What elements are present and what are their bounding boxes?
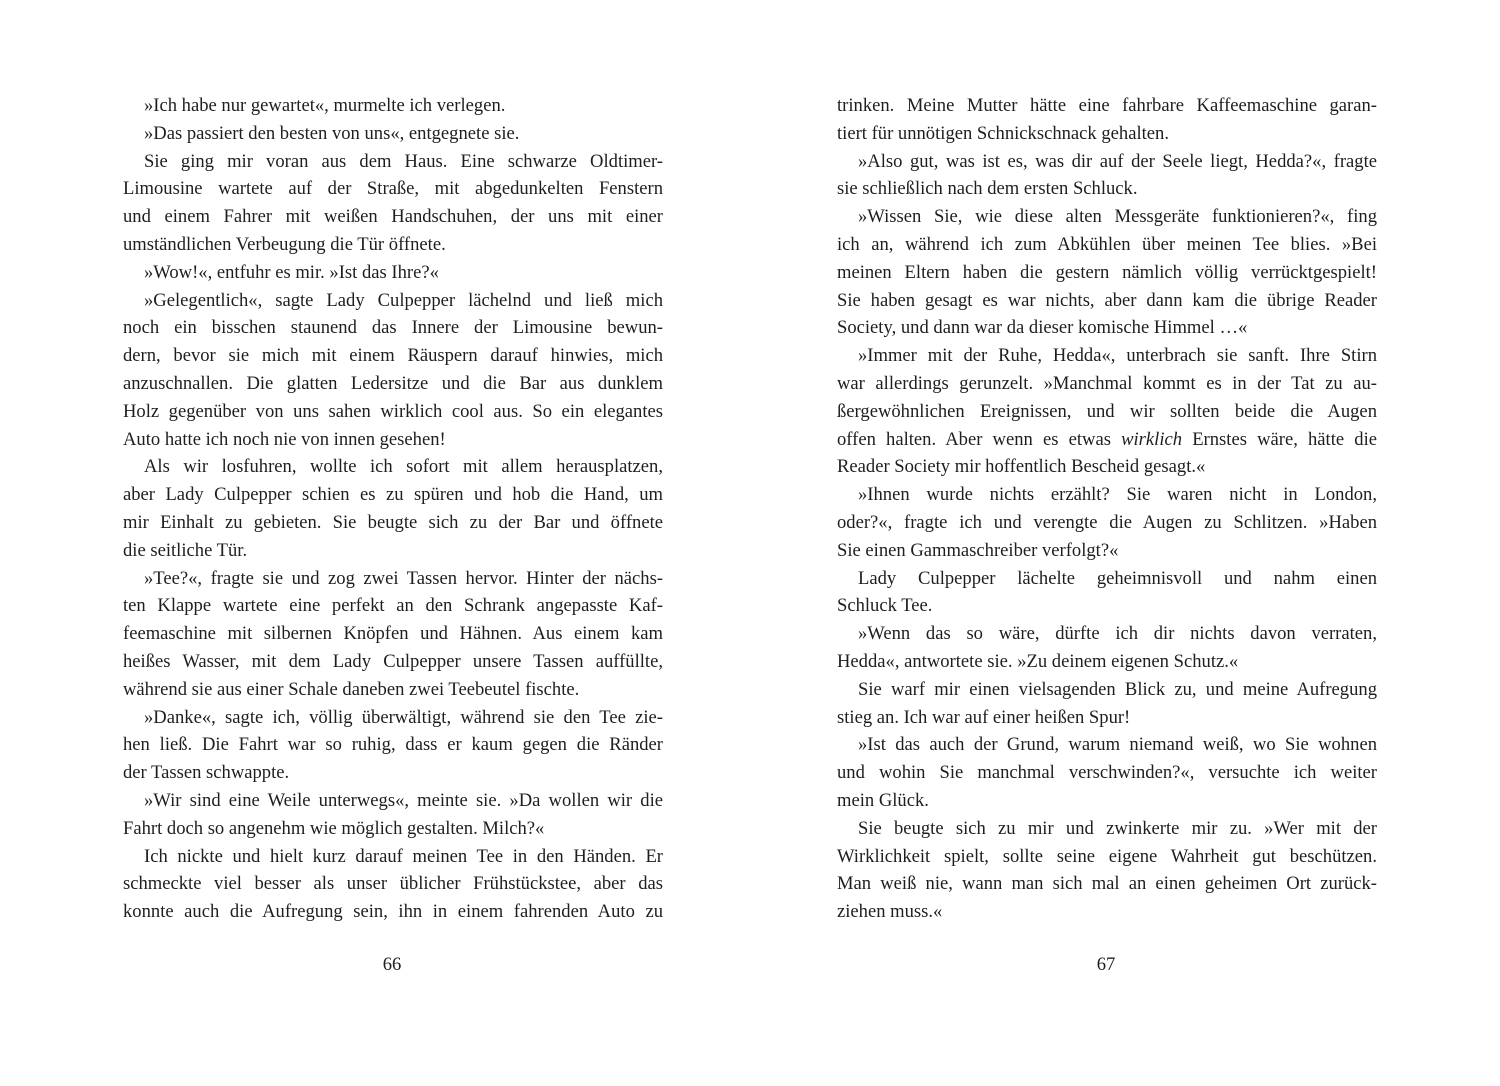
text-line: mir Einhalt zu gebieten. Sie beugte sich zu der Bar und öffnete (123, 511, 663, 533)
text-line: ten Klappe wartete eine perfekt an den Schrank angepasste Kaf- (123, 595, 663, 617)
text-line: »Ist das auch der Grund, warum niemand weiß, wo Sie wohnen (858, 734, 1377, 756)
emphasis-text: wirklich (1121, 428, 1183, 450)
text-line: Als wir losfuhren, wollte ich sofort mit allem herausplatzen, (144, 456, 663, 478)
text-line: »Tee?«, fragte sie und zog zwei Tassen hervor. Hinter der nächs- (144, 567, 663, 589)
text-line: Society, und dann war da dieser komische Himmel …« (837, 317, 1248, 339)
text-line: tiert für unnötigen Schnickschnack gehalten. (837, 122, 1170, 144)
text-line: Sie ging mir voran aus dem Haus. Eine schwarze Oldtimer- (144, 150, 663, 172)
text-segment: offen halten. Aber wenn es etwas (837, 428, 1122, 450)
text-line: ich an, während ich zum Abkühlen über meinen Tee blies. »Bei (837, 233, 1377, 255)
text-line: und wohin Sie manchmal verschwinden?«, versuchte ich weiter (837, 762, 1377, 784)
text-line: »Ihnen wurde nichts erzählt? Sie waren nicht in London, (858, 484, 1377, 506)
text-line: »Danke«, sagte ich, völlig überwältigt, während sie den Tee zie- (144, 706, 663, 728)
text-line: sie schließlich nach dem ersten Schluck. (837, 178, 1138, 200)
text-line: Fahrt doch so angenehm wie möglich gestalten. Milch?« (123, 817, 545, 839)
text-line: »Ich habe nur gewartet«, murmelte ich verlegen. (144, 95, 506, 116)
text-line: und einem Fahrer mit weißen Handschuhen, der uns mit einer (123, 206, 663, 228)
text-line: »Wissen Sie, wie diese alten Messgeräte funktionieren?«, fing (858, 206, 1377, 228)
text-line: mein Glück. (837, 789, 929, 811)
text-line: Lady Culpepper lächelte geheimnisvoll und nahm einen (858, 567, 1377, 589)
text-line: trinken. Meine Mutter hätte eine fahrbare Kaffeemaschine garan- (837, 95, 1377, 116)
text-line: Reader Society mir hoffentlich Bescheid gesagt.« (837, 456, 1206, 478)
text-line: schmeckte viel besser als unser üblicher Frühstückstee, aber das (123, 873, 663, 895)
text-line: oder?«, fragte ich und verengte die Augen zu Schlitzen. »Haben (837, 511, 1377, 533)
right-page-text (837, 92, 1377, 926)
text-line: »Wir sind eine Weile unterwegs«, meinte sie. »Da wollen wir die (144, 789, 663, 811)
text-line: hen ließ. Die Fahrt war so ruhig, dass er kaum gegen die Ränder (123, 734, 663, 756)
text-line: Auto hatte ich noch nie von innen gesehen! (123, 428, 446, 450)
text-line: feemaschine mit silbernen Knöpfen und Hähnen. Aus einem kam (123, 623, 663, 645)
text-line: aber Lady Culpepper schien es zu spüren und hob die Hand, um (123, 484, 663, 506)
text-line: Sie haben gesagt es war nichts, aber dann kam die übrige Reader (837, 289, 1377, 311)
left-page-number: 66 (382, 954, 402, 975)
text-segment: Ernstes wäre, hätte die (1182, 428, 1377, 450)
text-line: umständlichen Verbeugung die Tür öffnete. (123, 233, 446, 255)
text-line (837, 426, 1377, 454)
text-line: Sie beugte sich zu mir und zwinkerte mir zu. »Wer mit der (858, 817, 1377, 839)
text-line: »Gelegentlich«, sagte Lady Culpepper lächelnd und ließ mich (144, 289, 663, 311)
text-line: Sie einen Gammaschreiber verfolgt?« (837, 539, 1119, 561)
text-line: Sie warf mir einen vielsagenden Blick zu, und meine Aufregung (858, 678, 1377, 700)
text-line: anzuschnallen. Die glatten Ledersitze und die Bar aus dunklem (123, 372, 663, 394)
left-page-text (123, 92, 663, 926)
text-line: war allerdings gerunzelt. »Manchmal kommt es in der Tat zu au- (837, 372, 1377, 394)
text-line: noch ein bisschen staunend das Innere der Limousine bewun- (123, 317, 663, 339)
text-line: während sie aus einer Schale daneben zwei Teebeutel fischte. (123, 678, 580, 700)
text-line: konnte auch die Aufregung sein, ihn in einem fahrenden Auto zu (123, 901, 663, 923)
text-line: Wirklichkeit spielt, sollte seine eigene Wahrheit gut beschützen. (837, 845, 1377, 867)
text-line: »Wenn das so wäre, dürfte ich dir nichts davon verraten, (858, 623, 1377, 645)
text-line: der Tassen schwappte. (123, 762, 290, 784)
text-line: meinen Eltern haben die gestern nämlich völlig verrücktgespielt! (837, 261, 1377, 283)
text-line: Schluck Tee. (837, 595, 933, 617)
text-line: ziehen muss.« (837, 901, 943, 923)
text-line: »Also gut, was ist es, was dir auf der Seele liegt, Hedda?«, fragte (858, 150, 1377, 172)
text-line: »Das passiert den besten von uns«, entgegnete sie. (144, 122, 520, 144)
text-line: Hedda«, antwortete sie. »Zu deinem eigenen Schutz.« (837, 650, 1239, 672)
text-line: die seitliche Tür. (123, 539, 248, 561)
text-line: Man weiß nie, wann man sich mal an einen geheimen Ort zurück- (837, 873, 1377, 895)
text-line: Ich nickte und hielt kurz darauf meinen Tee in den Händen. Er (144, 845, 663, 867)
text-line: dern, bevor sie mich mit einem Räuspern darauf hinwies, mich (123, 345, 663, 367)
text-line: stieg an. Ich war auf einer heißen Spur! (837, 706, 1131, 728)
text-line: »Immer mit der Ruhe, Hedda«, unterbrach sie sanft. Ihre Stirn (858, 345, 1377, 367)
text-line: Holz gegenüber von uns sahen wirklich cool aus. So ein elegantes (123, 400, 663, 422)
text-line: Limousine wartete auf der Straße, mit abgedunkelten Fenstern (123, 178, 663, 200)
text-line: heißes Wasser, mit dem Lady Culpepper unsere Tassen auffüllte, (123, 650, 663, 672)
text-line: »Wow!«, entfuhr es mir. »Ist das Ihre?« (144, 261, 439, 283)
text-line: ßergewöhnlichen Ereignissen, und wir sollten beide die Augen (837, 400, 1377, 422)
right-page-number: 67 (1096, 954, 1116, 975)
